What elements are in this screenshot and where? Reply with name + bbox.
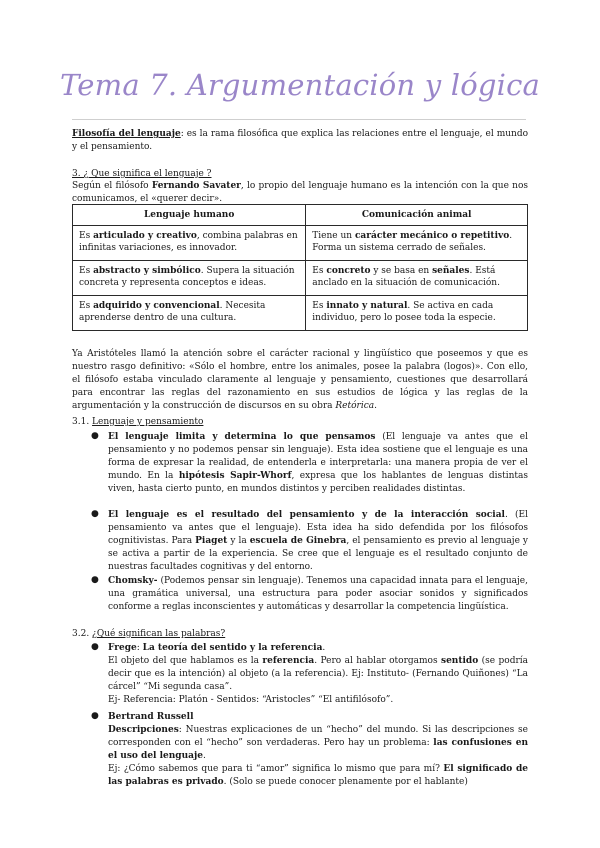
list-item-frege: Frege: La teoría del sentido y la referencia. El objeto del que hablamos es la referencia. Pero al hablar otorgamos sentido (se podría decir que es la intención) al objeto (a la referencia). Ej: Instituto- (Fernando Quiñones) “La cárcel” “Mi segunda casa”. Ej- Referencia: Platón - Sentidos: “Aristocles” “El antifilósofo”. <box>108 643 528 705</box>
list-item: El lenguaje es el resultado del pensamiento y de la interacción social. (El pensamiento va antes que el lenguaje). Esta idea ha sido defendida por los filósofos cognitivistas. Para Piaget y la escuela de Ginebra, el pensamiento es previo al lenguaje y se activa a partir de la experiencia. Se cree que el lenguaje es el resultado conjunto de nuestras facultades cognitivas y del entorno. <box>108 510 528 572</box>
aristotle-paragraph: Ya Aristóteles llamó la atención sobre el carácter racional y lingüístico que poseemos y que es nuestro rasgo definitivo: «Sólo el hombre, entre los animales, posee la palabra (logos)». Con ello, el filósofo estaba vinculado claramente al lenguaje y pensamiento, cuestiones que desarrollará para encontrar las reglas del razonamiento en sus estudios de lógica y las reglas de la argumentación y la construcción de discursos en su obra Retórica. <box>72 349 528 411</box>
section-3-heading: 3. ¿ Que significa el lenguaje ? <box>72 169 212 179</box>
table-header: Comunicación animal <box>306 205 528 226</box>
comparison-table <box>72 204 528 331</box>
table-row: Es adquirido y convencional. Necesita aprenderse dentro de una cultura. Es innato y natural. Se activa en cada individuo, pero lo posee toda la especie. <box>73 296 528 331</box>
page-title: Tema 7. Argumentación y lógica <box>59 68 541 102</box>
section-3-1-heading: 3.1. Lenguaje y pensamiento <box>72 417 204 427</box>
intro-paragraph: Filosofía del lenguaje: es la rama filosófica que explica las relaciones entre el lenguaje, el mundo y el pensamiento. <box>72 129 528 152</box>
list-item-russell: Bertrand Russell Descripciones: Nuestras explicaciones de un “hecho” del mundo. Si las descripciones se corresponden con el “hecho” son verdaderas. Pero hay un problema: las confusiones en el uso del lenguaje. Ej: ¿Cómo sabemos que para ti “amor” significa lo mismo que para mí? El significado de las palabras es privado. (Solo se puede conocer plenamente por el hablante) <box>108 712 529 787</box>
savater-paragraph: Según el filósofo Fernando Savater, lo propio del lenguaje humano es la intención con la que nos comunicamos, el «querer decir». <box>72 181 528 204</box>
bullet-icon: ● <box>91 431 99 441</box>
table-header: Lenguaje humano <box>73 205 306 226</box>
table-row: Es abstracto y simbólico. Supera la situación concreta y representa conceptos e ideas. Es concreto y se basa en señales. Está anclado en la situación de comunicación. <box>73 261 528 296</box>
bullet-icon: ● <box>91 711 99 721</box>
table-row: Es articulado y creativo, combina palabras en infinitas variaciones, es innovador. Tiene un carácter mecánico o repetitivo. Forma un sistema cerrado de señales. <box>73 226 528 261</box>
list-item: El lenguaje limita y determina lo que pensamos (El lenguaje va antes que el pensamiento y no podemos pensar sin lenguaje). Esta idea sostiene que el lenguaje es una forma de expresar la realidad, de entenderla e interpretarla: una manera propia de ver el mundo. En la hipótesis Sapir-Whorf, expresa que los hablantes de lenguas distintas viven, hasta cierto punto, en mundos distintos y perciben realidades distintas. <box>108 432 529 494</box>
section-3-2-heading: 3.2. ¿Qué significan las palabras? <box>72 629 226 639</box>
intro-term: Filosofía del lenguaje <box>72 129 181 139</box>
list-item: Chomsky- (Podemos pensar sin lenguaje). Tenemos una capacidad innata para el lenguaje, una gramática universal, una estructura para poder asociar sonidos y significados conforme a reglas inconscientes y automáticas y desarrollar la competencia lingüística. <box>108 576 528 612</box>
title-divider <box>72 119 526 120</box>
bullet-icon: ● <box>91 509 99 519</box>
bullet-icon: ● <box>91 575 99 585</box>
bullet-icon: ● <box>91 642 99 652</box>
